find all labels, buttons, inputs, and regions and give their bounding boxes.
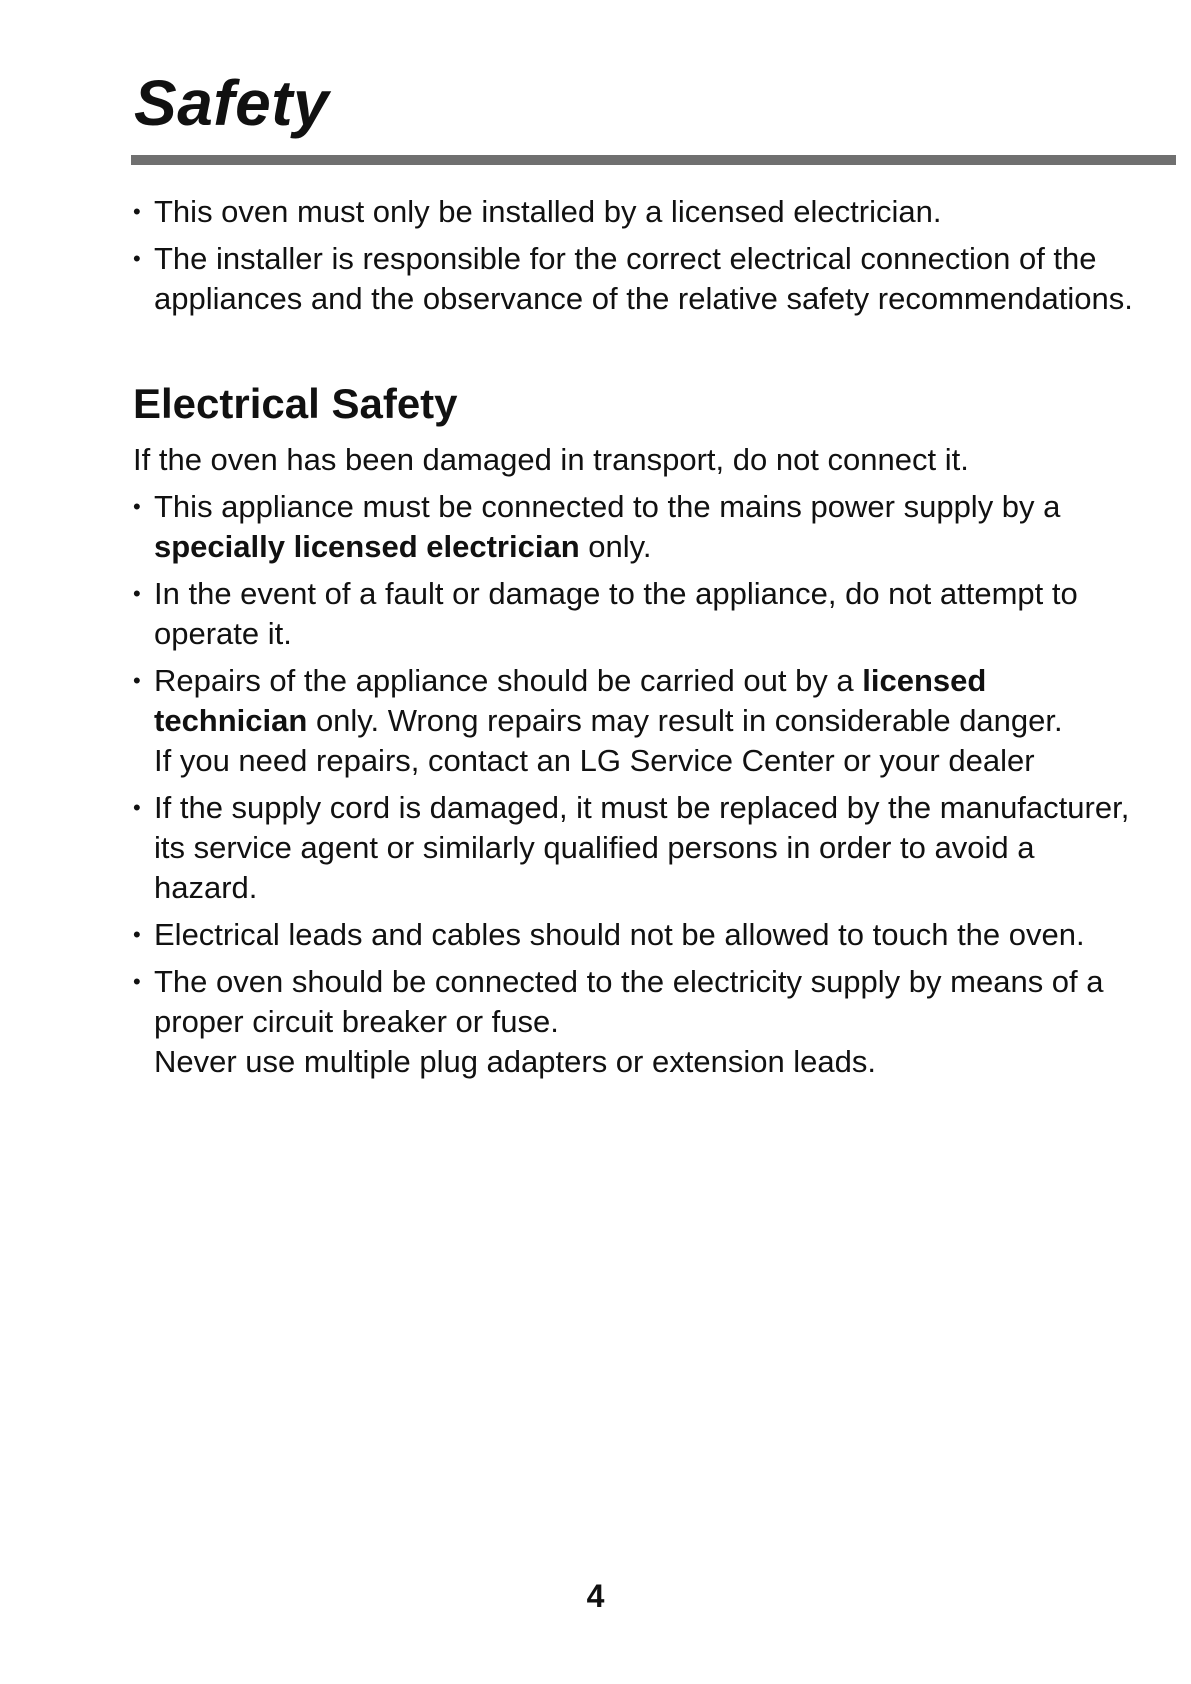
list-item-text-post: only. Wrong repairs may result in considerable danger. — [307, 703, 1063, 738]
list-item-emphasis: technician — [154, 703, 308, 738]
intro-list — [133, 192, 1133, 319]
electrical-list — [133, 487, 1133, 1082]
page-title: Safety — [134, 67, 330, 139]
bullet-icon: • — [133, 922, 141, 947]
list-item-text-pre: This appliance must be connected to the mains power supply by a — [154, 489, 1061, 524]
list-item-text: The oven should be connected to the electricity supply by means of a proper circuit breaker or fuse. — [154, 964, 1104, 1039]
bullet-icon: • — [133, 494, 141, 519]
bullet-icon: • — [133, 795, 141, 820]
bullet-icon: • — [133, 969, 141, 994]
section-intro: If the oven has been damaged in transport, do not connect it. — [133, 442, 969, 477]
list-item — [133, 574, 1133, 654]
list-item — [133, 192, 1133, 232]
list-item-text-post: only. — [579, 529, 652, 564]
list-item — [133, 487, 1133, 567]
list-item-text-line: If you need repairs, contact an LG Service Center or your dealer — [154, 743, 1035, 778]
list-item — [133, 788, 1133, 908]
list-item — [133, 962, 1133, 1082]
list-item — [133, 239, 1133, 319]
bullet-icon: • — [133, 199, 141, 224]
list-item-text: This oven must only be installed by a licensed electrician. — [154, 194, 942, 229]
list-item-text-pre: Repairs of the appliance should be carried out by a — [154, 663, 863, 698]
list-item-text: Electrical leads and cables should not be allowed to touch the oven. — [154, 917, 1085, 952]
list-item — [133, 661, 1133, 781]
bullet-icon: • — [133, 668, 141, 693]
bullet-icon: • — [133, 246, 141, 271]
section-heading-electrical-safety: Electrical Safety — [133, 380, 458, 427]
list-item-text: If the supply cord is damaged, it must be replaced by the manufacturer, its service agent or similarly qualified persons in order to avoid a hazard. — [154, 790, 1130, 905]
list-item — [133, 915, 1133, 955]
list-item-emphasis: specially licensed electrician — [154, 529, 580, 564]
content — [133, 192, 1133, 1089]
list-item-text: The installer is responsible for the correct electrical connection of the appliances and the observance of the relative safety recommendations. — [154, 241, 1133, 316]
page-number: 4 — [586, 1578, 605, 1614]
bullet-icon: • — [133, 581, 141, 606]
list-item-text: In the event of a fault or damage to the appliance, do not attempt to operate it. — [154, 576, 1078, 651]
list-item-text-line: Never use multiple plug adapters or extension leads. — [154, 1044, 877, 1079]
list-item-emphasis: licensed — [862, 663, 987, 698]
title-divider — [131, 155, 1176, 165]
